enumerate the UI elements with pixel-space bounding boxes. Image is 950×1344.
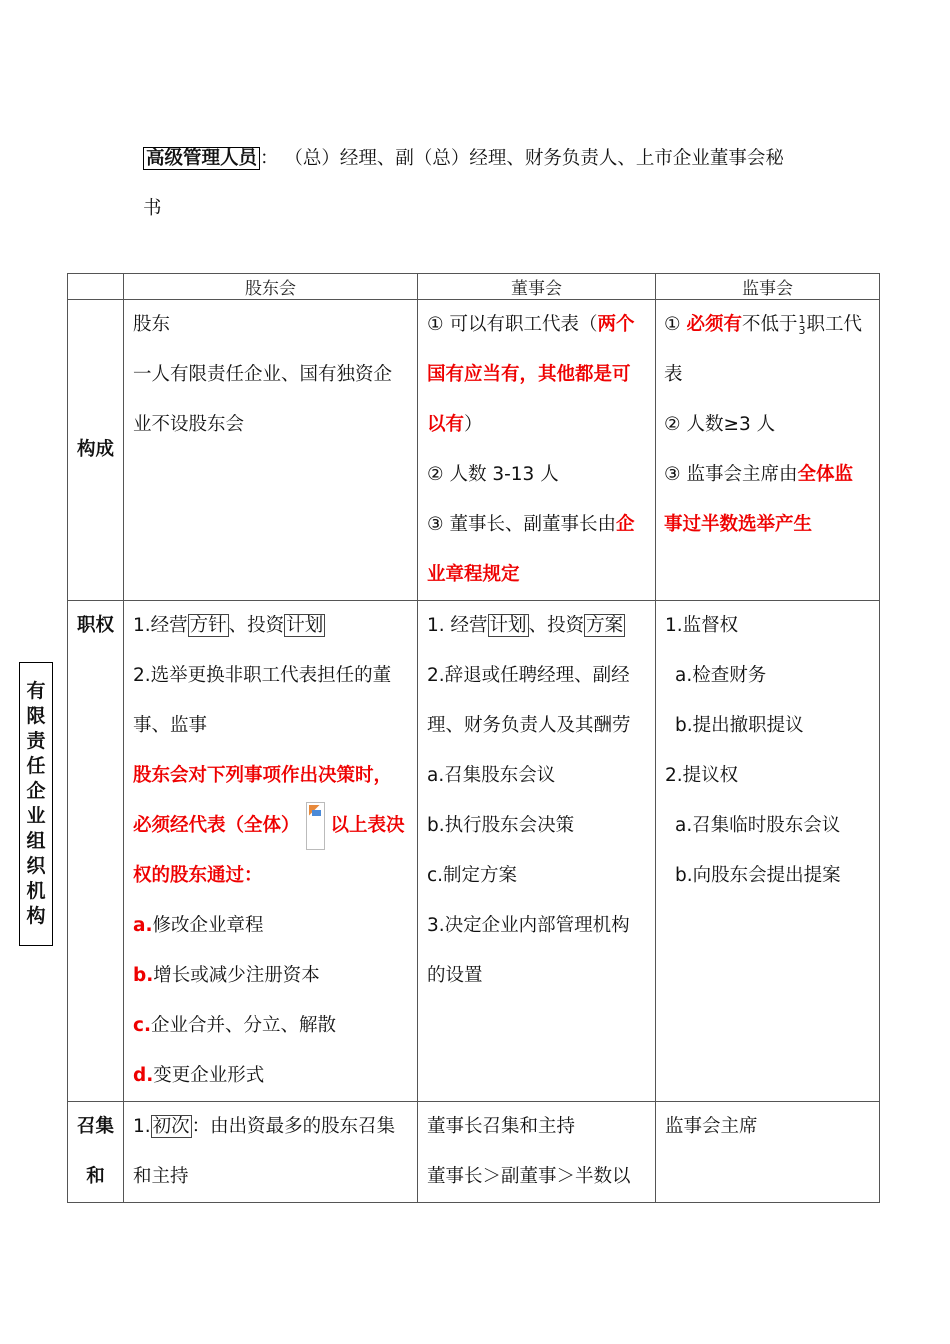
emphasis-text: 两个 xyxy=(597,314,635,335)
side-char: 有 xyxy=(26,680,46,702)
header-text-1: （总）经理、副（总）经理、财务负责人、上市企业董事会秘 xyxy=(284,148,784,169)
boxed-term: 计划 xyxy=(286,615,324,636)
text-line: 3.决定企业内部管理机构 xyxy=(427,915,630,936)
text-line: ② 人数 3-13 人 xyxy=(427,464,559,485)
emphasis-text: 以有 xyxy=(427,414,465,435)
broken-image-icon xyxy=(306,802,325,850)
text-line: 股东 xyxy=(133,314,171,335)
text: ） xyxy=(464,414,483,435)
boxed-term: 初次 xyxy=(152,1116,190,1137)
text: ① 可以有职工代表（ xyxy=(427,314,598,335)
text: ③ 董事长、副董事长由 xyxy=(427,514,616,535)
text-line xyxy=(664,450,875,500)
cell-composition-shareholders xyxy=(124,300,418,601)
emphasis-line: 国有应当有，其他都是可 xyxy=(427,364,631,385)
emphasis-line: 权的股东通过： xyxy=(133,865,263,886)
list-item xyxy=(133,1001,409,1051)
list-marker: b. xyxy=(133,965,154,986)
boxed-term: 计划 xyxy=(489,615,527,636)
text: 、投资 xyxy=(228,615,285,636)
text: ③ 监事会主席由 xyxy=(664,464,798,485)
text-line: b.向股东会提出提案 xyxy=(675,865,841,886)
list-marker: d. xyxy=(133,1065,154,1086)
side-label-box xyxy=(19,662,53,946)
emphasis-text: 全体监 xyxy=(797,464,853,485)
fraction-denominator: 3 xyxy=(798,324,806,337)
emphasis-line: 业章程规定 xyxy=(427,564,520,585)
text-line: 和主持 xyxy=(133,1166,189,1187)
organization-table xyxy=(67,273,880,1203)
text: 1.经营 xyxy=(133,615,188,636)
cell-convene-shareholders xyxy=(124,1102,418,1203)
text-line: 1.监督权 xyxy=(665,615,739,636)
emphasis-text: 企 xyxy=(615,514,635,535)
emphasis-text: 必须有 xyxy=(686,314,742,335)
side-char: 任 xyxy=(26,755,46,777)
row-label-line: 和 xyxy=(86,1166,105,1187)
text-line xyxy=(427,300,647,350)
emphasis-line: 事过半数选举产生 xyxy=(664,514,813,535)
text: 1. xyxy=(133,1116,151,1137)
header-line-2: 书 xyxy=(143,198,162,219)
text-line: a.检查财务 xyxy=(675,665,767,686)
text-line: 的设置 xyxy=(427,965,483,986)
emphasis-text: 必须经代表（全体） xyxy=(133,815,300,836)
list-text: 变更企业形式 xyxy=(153,1065,265,1086)
list-text: 企业合并、分立、解散 xyxy=(151,1015,337,1036)
text-line xyxy=(133,601,409,651)
fraction-numerator: 1 xyxy=(798,313,806,326)
side-char: 限 xyxy=(26,705,46,727)
cell-powers-shareholders xyxy=(124,601,418,1102)
table-header-row xyxy=(68,274,880,300)
text-line xyxy=(133,801,409,851)
text-line: 理、财务负责人及其酬劳 xyxy=(427,715,631,736)
text: ① xyxy=(664,314,681,335)
list-text: 修改企业章程 xyxy=(152,915,264,936)
row-label-composition: 构成 xyxy=(68,300,124,601)
emphasis-text: 以上表决 xyxy=(330,815,405,836)
text: 不低于 xyxy=(742,314,798,335)
list-item xyxy=(133,1051,409,1101)
table-row-composition xyxy=(68,300,880,601)
side-char: 机 xyxy=(26,880,46,902)
text-line: 监事会主席 xyxy=(665,1116,758,1137)
text-line: b.执行股东会决策 xyxy=(427,815,575,836)
one-third-fraction xyxy=(799,314,806,336)
text-line: a.召集股东会议 xyxy=(427,765,556,786)
boxed-term: 方案 xyxy=(586,615,624,636)
senior-management-label: 高级管理人员 xyxy=(143,147,260,170)
cell-convene-board xyxy=(418,1102,656,1203)
cell-powers-board xyxy=(418,601,656,1102)
list-marker: a. xyxy=(133,915,153,936)
side-char: 构 xyxy=(26,905,46,927)
text-line xyxy=(427,400,647,450)
header-line-1 xyxy=(143,134,823,184)
side-char: 织 xyxy=(26,855,46,877)
header-paragraph xyxy=(143,134,823,234)
text-line: a.召集临时股东会议 xyxy=(675,815,841,836)
row-label-convene xyxy=(68,1102,124,1203)
table-row-powers xyxy=(68,601,880,1102)
text-line xyxy=(133,1102,409,1152)
text-line: 2.辞退或任聘经理、副经 xyxy=(427,665,630,686)
emphasis-line: 股东会对下列事项作出决策时， xyxy=(133,765,393,786)
text-line xyxy=(427,601,647,651)
side-char: 企 xyxy=(26,780,46,802)
text-line: 董事长召集和主持 xyxy=(427,1116,576,1137)
side-char: 责 xyxy=(26,730,46,752)
text: ：由出资最多的股东召集 xyxy=(191,1116,396,1137)
cell-convene-supervisors xyxy=(656,1102,880,1203)
table-row-convene xyxy=(68,1102,880,1203)
side-char: 业 xyxy=(26,805,46,827)
text-line: 表 xyxy=(664,364,683,385)
text-line: 2.提议权 xyxy=(665,765,739,786)
cell-composition-board xyxy=(418,300,656,601)
list-item xyxy=(133,951,409,1001)
list-marker: c. xyxy=(133,1015,151,1036)
text-line xyxy=(427,500,647,550)
text: 职工代 xyxy=(806,314,863,335)
col-header-supervisors: 监事会 xyxy=(656,274,880,300)
list-item xyxy=(133,901,409,951)
text-line: b.提出撤职提议 xyxy=(675,715,804,736)
text-line: c.制定方案 xyxy=(427,865,518,886)
col-header-shareholders: 股东会 xyxy=(124,274,418,300)
cell-composition-supervisors xyxy=(656,300,880,601)
text-line: 业不设股东会 xyxy=(133,414,245,435)
header-colon: ： xyxy=(260,148,279,169)
cell-powers-supervisors xyxy=(656,601,880,1102)
text-line: 2.选举更换非职工代表担任的董 xyxy=(133,665,392,686)
text-line: ② 人数≥3 人 xyxy=(664,414,776,435)
row-label-line: 召集 xyxy=(76,1116,114,1137)
text-line: 一人有限责任企业、国有独资企 xyxy=(133,364,393,385)
boxed-term: 方针 xyxy=(189,615,227,636)
text-line xyxy=(664,300,875,350)
list-text: 增长或减少注册资本 xyxy=(153,965,320,986)
text: 、投资 xyxy=(528,615,585,636)
side-char: 组 xyxy=(26,830,46,852)
text-line: 董事长＞副董事＞半数以 xyxy=(427,1166,631,1187)
text: 1. 经营 xyxy=(427,615,488,636)
col-header-board: 董事会 xyxy=(418,274,656,300)
corner-cell xyxy=(68,274,124,300)
row-label-powers: 职权 xyxy=(68,601,124,1102)
text-line: 事、监事 xyxy=(133,715,208,736)
